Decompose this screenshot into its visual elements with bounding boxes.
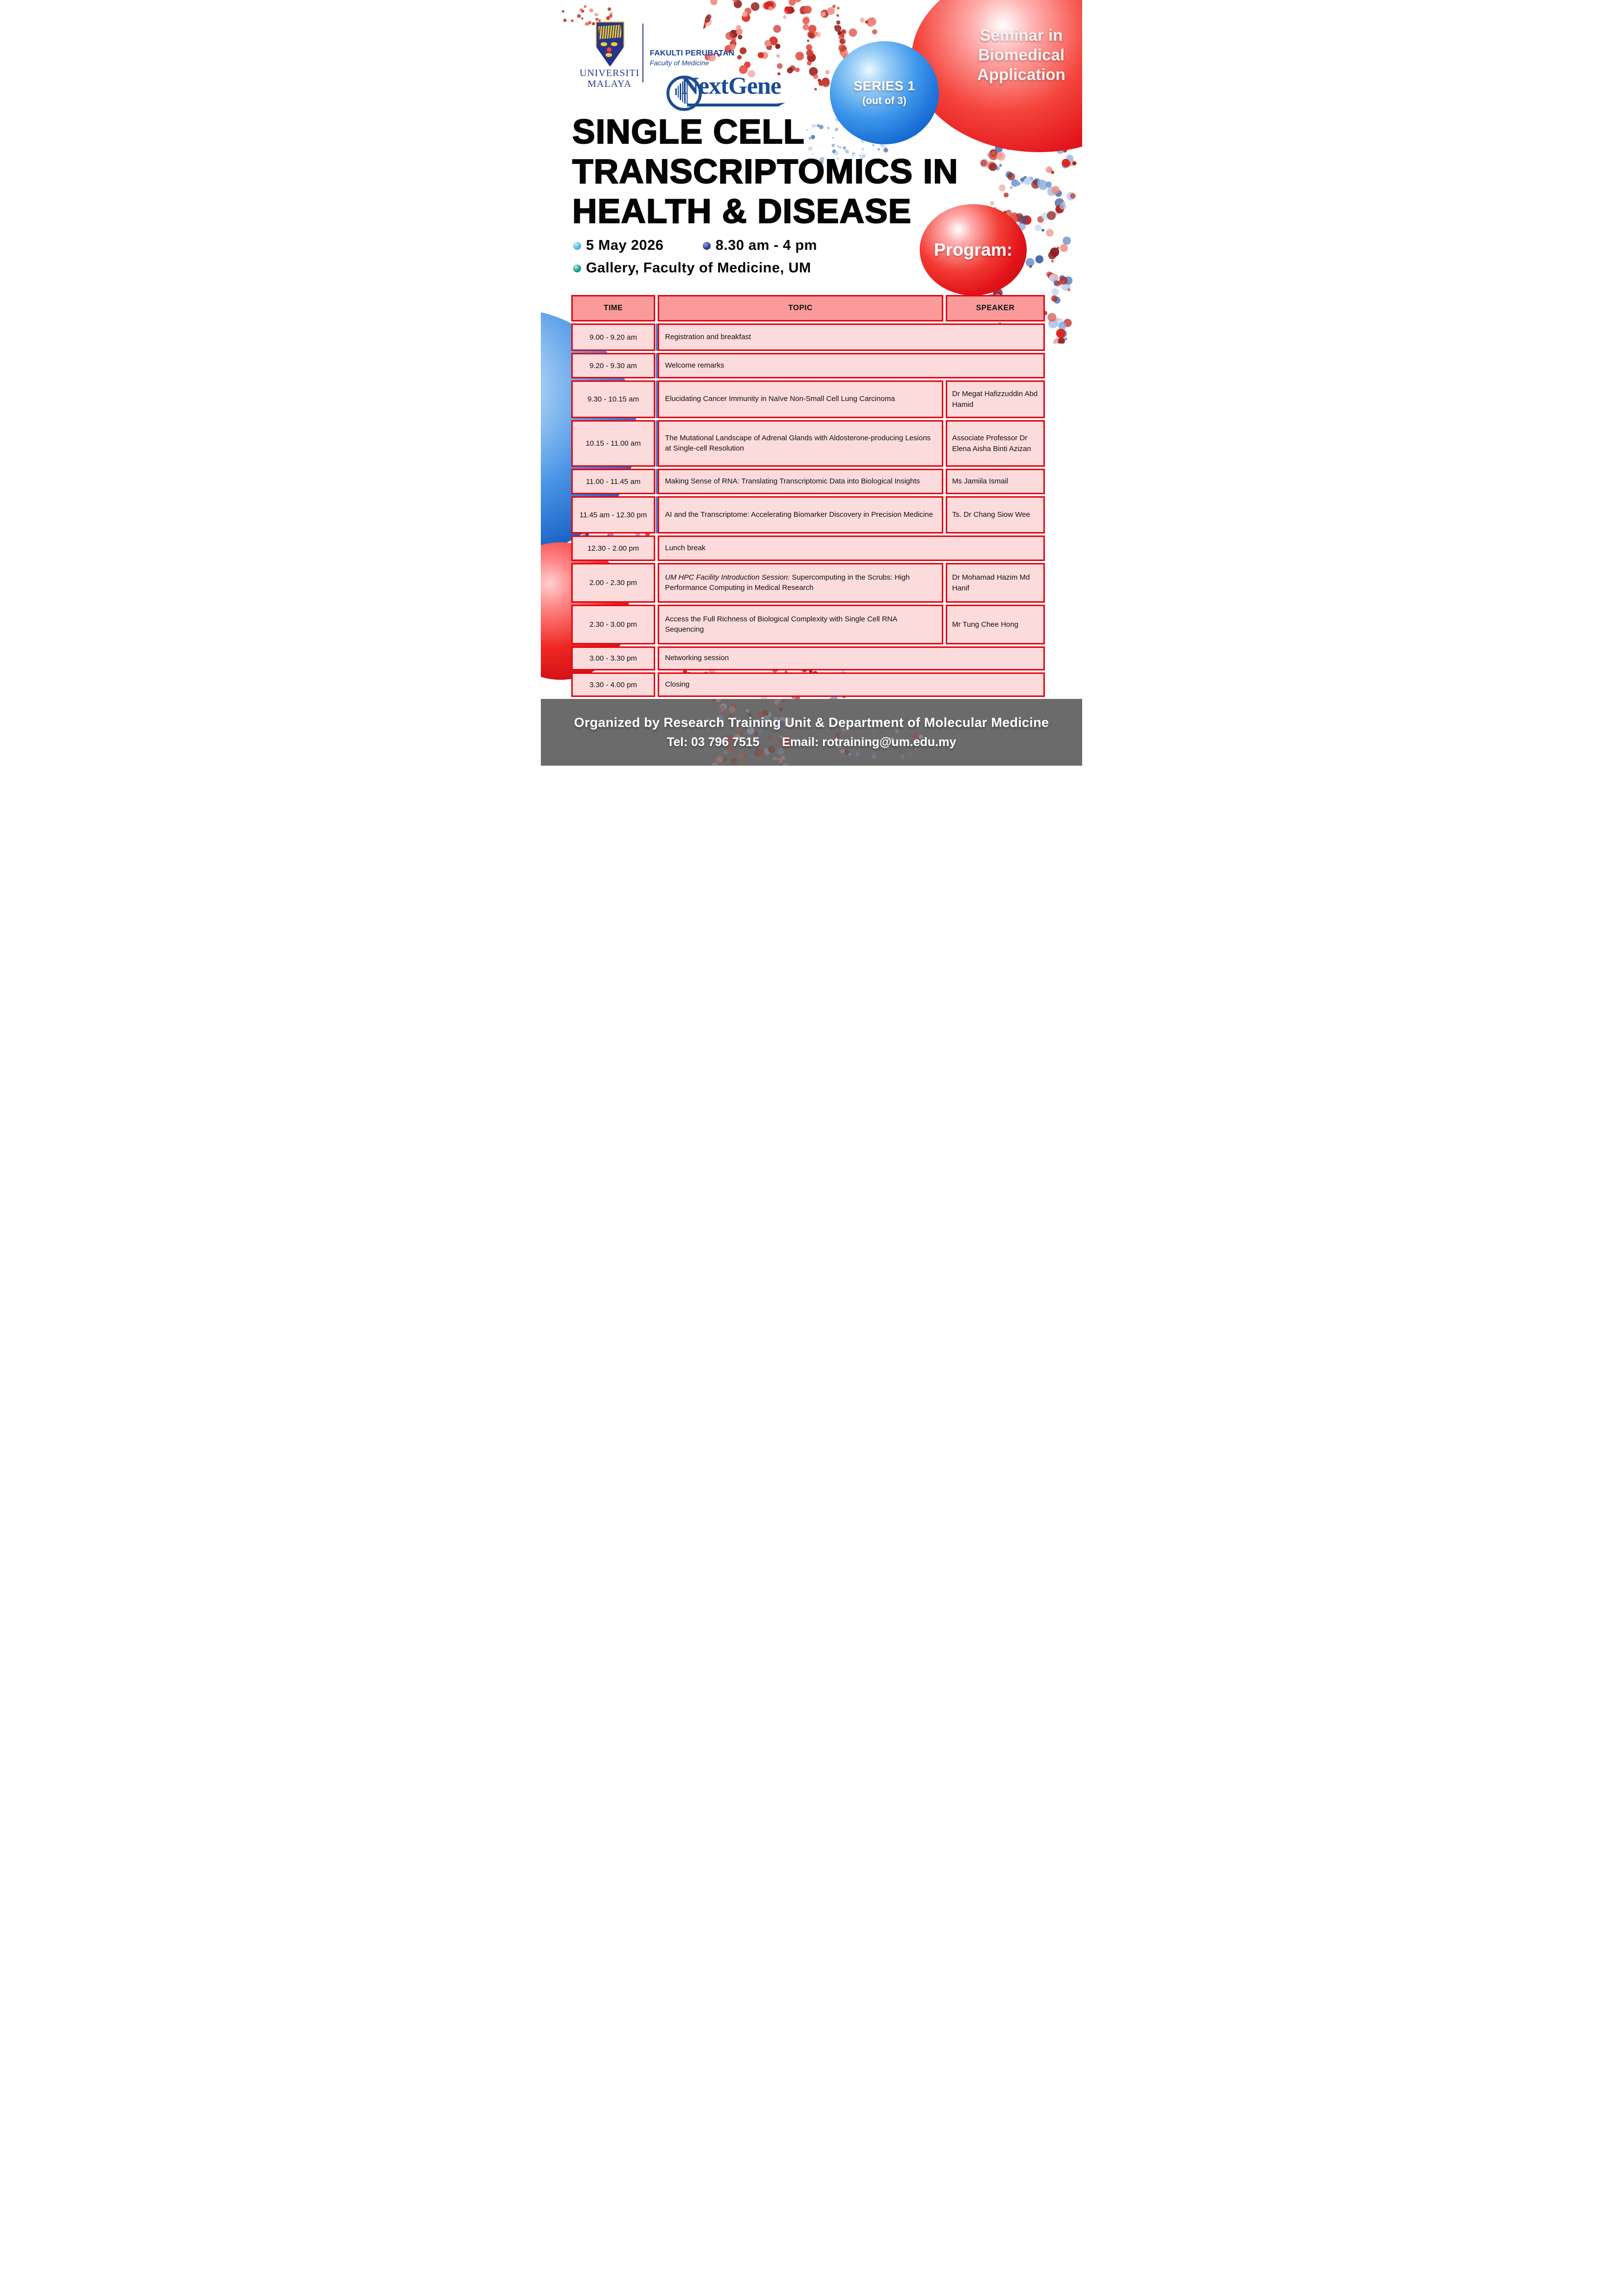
table-row [571, 605, 1045, 644]
time-cell: 11.00 - 11.45 am [571, 469, 655, 494]
topic-text: AI and the Transcriptome: Accelerating Biomarker Discovery in Precision Medicine [665, 510, 933, 519]
seminar-badge-line2: Biomedical [978, 46, 1065, 64]
footer [541, 699, 1082, 766]
speaker-cell: Associate Professor Dr Elena Aisha Binti Azizan [946, 420, 1045, 467]
time-bullet-icon [703, 242, 711, 250]
topic-cell [658, 380, 943, 418]
program-badge-label: Program: [933, 240, 1013, 260]
table-row [571, 563, 1045, 603]
event-date-row [573, 238, 664, 254]
table-body [571, 323, 1045, 697]
contact-row [667, 735, 957, 749]
footer-content [541, 699, 1082, 766]
speaker-cell: Mr Tung Chee Hong [946, 605, 1045, 644]
table-row [571, 646, 1045, 670]
topic-cell [658, 535, 1045, 561]
speaker-cell: Dr Megat Hafizzuddin Abd Hamid [946, 380, 1045, 418]
event-venue: Gallery, Faculty of Medicine, UM [586, 260, 811, 276]
time-cell: 2.30 - 3.00 pm [571, 605, 655, 644]
speaker-cell: Ts. Dr Chang Siow Wee [946, 496, 1045, 534]
crest-tiger-icon [601, 42, 607, 46]
faculty-name-malay: FAKULTI PERUBATAN [650, 49, 735, 57]
topic-text: Registration and breakfast [665, 332, 751, 341]
table-header-time: TIME [571, 295, 655, 321]
title-line3: HEALTH & DISEASE [572, 192, 912, 230]
series-badge-line1: SERIES 1 [853, 79, 915, 93]
table-row [571, 420, 1045, 467]
topic-cell [658, 646, 1045, 670]
table-row [571, 353, 1045, 378]
time-cell: 2.00 - 2.30 pm [571, 563, 655, 603]
nextgene-wordmark: NextGene [681, 72, 781, 99]
speaker-cell: Dr Mohamad Hazim Md Hanif [946, 563, 1045, 603]
table-header-row [571, 295, 1045, 321]
nextgene-logo [665, 74, 792, 118]
event-venue-row [573, 260, 811, 276]
seminar-poster [541, 0, 1082, 766]
table-row [571, 535, 1045, 561]
nextgene-underline-icon [687, 102, 785, 108]
title-line2: TRANSCRIPTOMICS IN [572, 152, 958, 190]
table-header-speaker: SPEAKER [946, 295, 1045, 321]
topic-text: Supercomputing in the Scrubs: High Performance Computing in Medical Research [665, 573, 910, 592]
time-cell: 9.30 - 10.15 am [571, 380, 655, 418]
time-cell: 9.00 - 9.20 am [571, 323, 655, 351]
faculty-name [650, 49, 734, 67]
program-table [571, 295, 1045, 699]
time-cell: 9.20 - 9.30 am [571, 353, 655, 378]
topic-cell [658, 496, 943, 534]
topic-cell [658, 605, 943, 644]
time-cell: 3.30 - 4.00 pm [571, 672, 655, 697]
page-title [572, 112, 958, 231]
faculty-name-english: Faculty of Medicine [650, 59, 709, 67]
venue-bullet-icon [573, 265, 581, 272]
organizer-text: Organized by Research Training Unit & Department of Molecular Medicine [574, 715, 1049, 730]
speaker-cell: Ms Jamiila Ismail [946, 469, 1045, 494]
time-cell: 11.45 am - 12.30 pm [571, 496, 655, 534]
crest-books-icon [598, 25, 622, 40]
university-name-line2: MALAYA [587, 79, 632, 89]
table-row [571, 323, 1045, 351]
time-cell: 12.30 - 2.00 pm [571, 535, 655, 561]
topic-text: Networking session [665, 654, 729, 663]
university-name-line1: UNIVERSITI [579, 68, 640, 79]
series-badge-line2: (out of 3) [862, 95, 906, 107]
topic-cell [658, 353, 1045, 378]
event-time: 8.30 am - 4 pm [716, 238, 817, 253]
topic-text: The Mutational Landscape of Adrenal Glands with Aldosterone-producing Lesions at Single-cell Resolution [665, 434, 931, 453]
table-row [571, 672, 1045, 697]
time-cell: 3.00 - 3.30 pm [571, 646, 655, 670]
topic-text: Elucidating Cancer Immunity in Naïve Non-Small Cell Lung Carcinoma [665, 395, 895, 403]
topic-cell [658, 469, 943, 494]
topic-cell [658, 323, 1045, 351]
table-header-topic: TOPIC [658, 295, 943, 321]
table-row [571, 380, 1045, 418]
topic-text: Access the Full Richness of Biological Complexity with Single Cell RNA Sequencing [665, 615, 897, 634]
topic-cell [658, 563, 943, 603]
crest-flower-icon [607, 47, 612, 52]
table-row [571, 496, 1045, 534]
logo-divider [642, 24, 643, 82]
time-cell: 10.15 - 11.00 am [571, 420, 655, 467]
seminar-badge-line1: Seminar in [980, 26, 1063, 44]
topic-cell [658, 672, 1045, 697]
topic-text: Closing [665, 680, 690, 689]
seminar-badge-line3: Application [977, 65, 1065, 83]
date-bullet-icon [573, 242, 581, 250]
topic-text: Making Sense of RNA: Translating Transcriptomic Data into Biological Insights [665, 477, 920, 485]
email-text: Email: rotraining@um.edu.my [782, 735, 957, 749]
university-name [578, 68, 641, 89]
crest-tiger-icon [611, 42, 617, 46]
topic-text: Lunch break [665, 543, 706, 552]
event-date: 5 May 2026 [586, 238, 664, 253]
topic-cell [658, 420, 943, 467]
topic-italic-text: UM HPC Facility Introduction Session: [665, 573, 790, 582]
table-row [571, 469, 1045, 494]
seminar-badge-label [958, 26, 1082, 84]
telephone-text: Tel: 03 796 7515 [666, 735, 760, 749]
title-line1: SINGLE CELL [572, 112, 805, 151]
crest-tiger-icon [606, 53, 612, 57]
event-time-row [703, 238, 817, 254]
topic-text: Welcome remarks [665, 361, 724, 370]
